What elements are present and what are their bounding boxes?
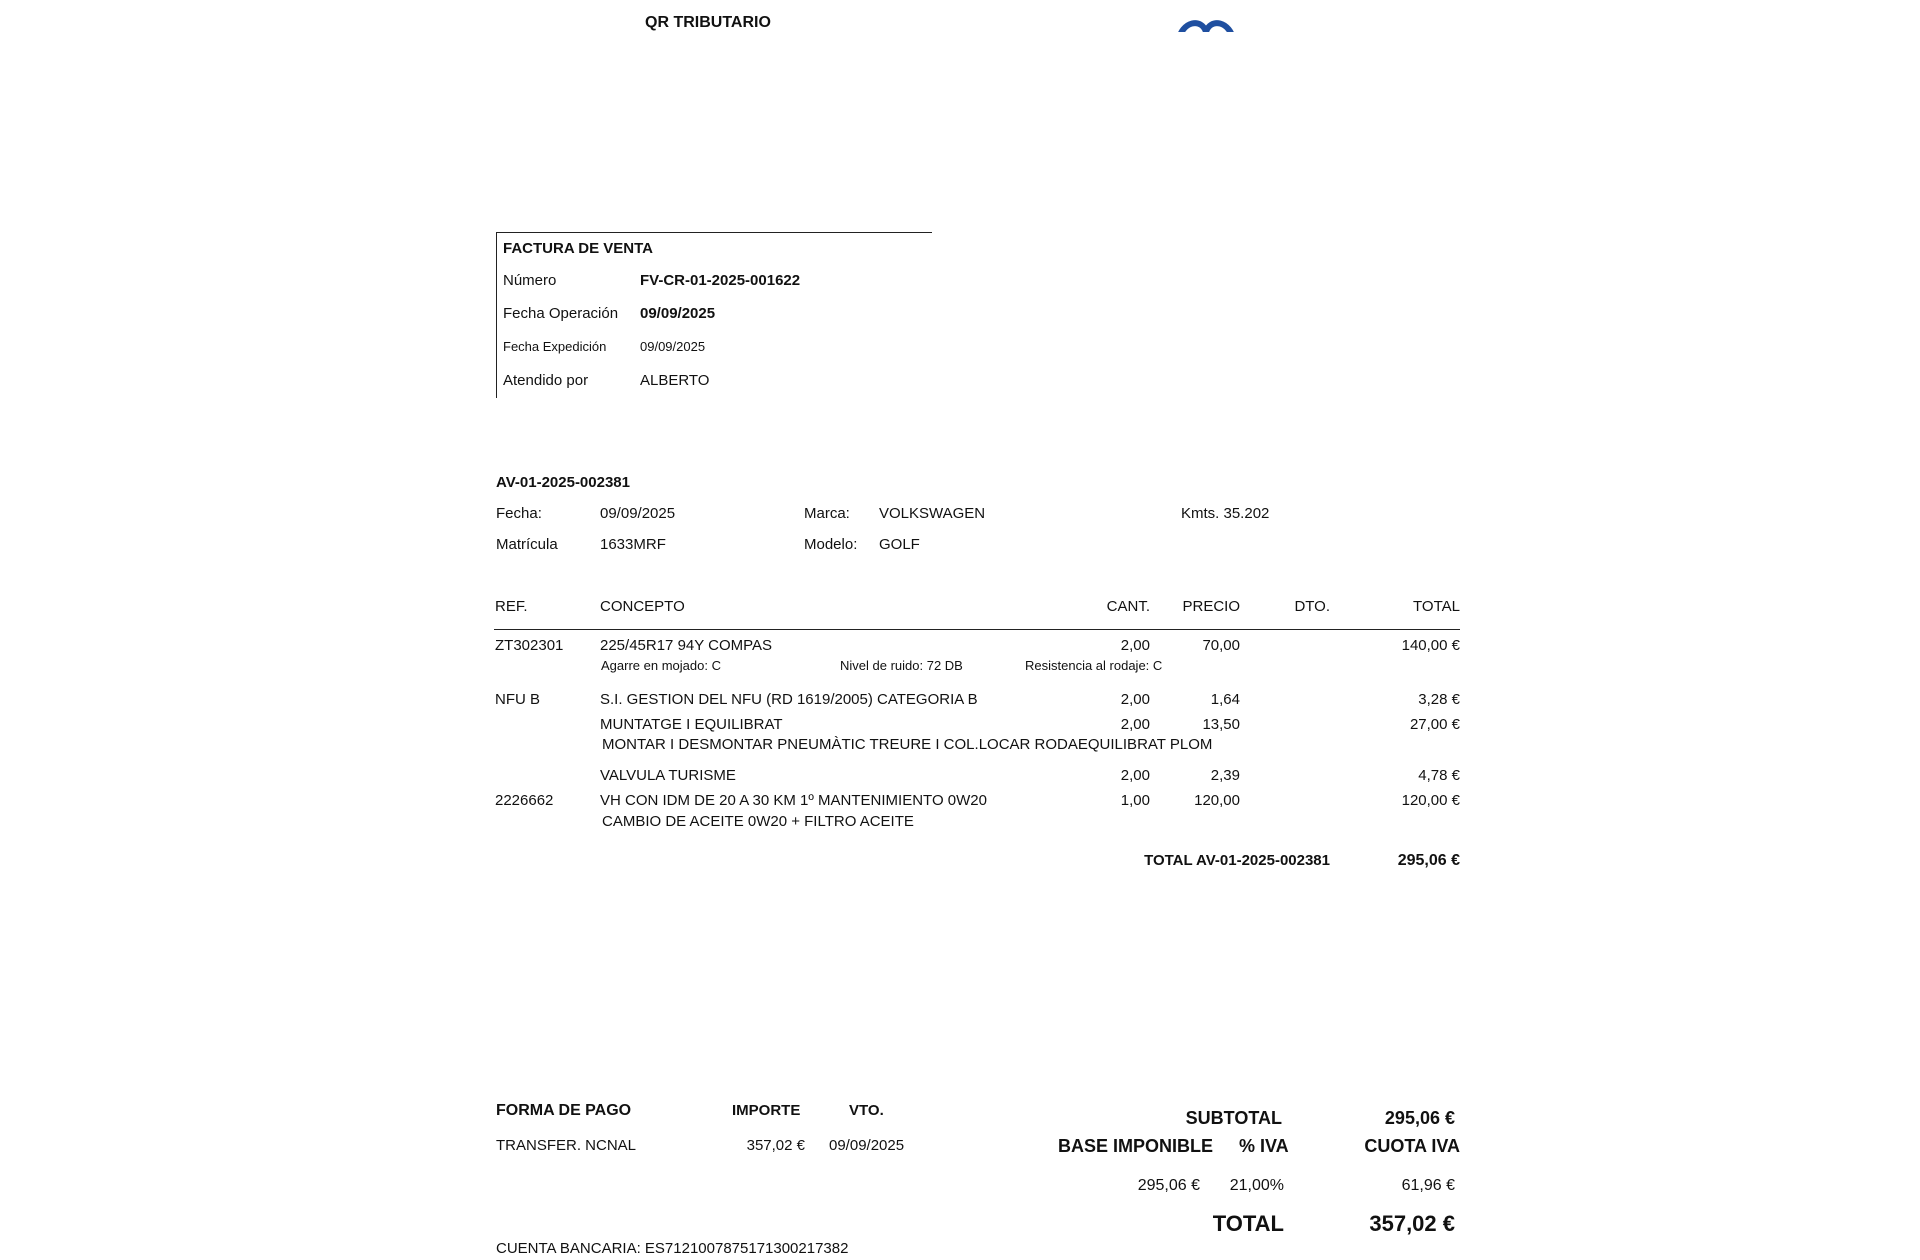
row-quantity: 1,00: [1120, 792, 1150, 809]
row-ref: ZT302301: [495, 637, 564, 654]
invoice-number-label: Número: [503, 272, 557, 289]
order-total-value: 295,06 €: [1397, 852, 1460, 869]
row-quantity: 2,00: [1120, 691, 1150, 708]
mounting-description: MONTAR I DESMONTAR PNEUMÀTIC TREURE I COL.LOCAR RODAEQUILIBRAT PLOM: [602, 736, 1213, 753]
table-header-rule: [494, 629, 1460, 630]
grand-total-value: 357,02 €: [1369, 1211, 1455, 1236]
subtotal-value: 295,06 €: [1384, 1108, 1455, 1128]
plate-label: Matrícula: [496, 536, 558, 553]
invoice-number: FV-CR-01-2025-001622: [640, 272, 801, 289]
tax-base-label: BASE IMPONIBLE: [1058, 1136, 1214, 1156]
row-total: 4,78 €: [1418, 767, 1460, 784]
payment-due-date: 09/09/2025: [829, 1137, 905, 1154]
column-header-price: PRECIO: [1182, 598, 1240, 615]
row-total: 27,00 €: [1409, 716, 1460, 733]
kilometers: Kmts. 35.202: [1181, 505, 1270, 522]
row-concept: S.I. GESTION DEL NFU (RD 1619/2005) CATEGORIA B: [600, 691, 978, 708]
maintenance-description: CAMBIO DE ACEITE 0W20 + FILTRO ACEITE: [602, 813, 914, 830]
column-header-ref: REF.: [495, 598, 528, 615]
row-price: 70,00: [1202, 637, 1240, 654]
vat-rate-label: % IVA: [1239, 1136, 1289, 1156]
row-concept: VH CON IDM DE 20 A 30 KM 1º MANTENIMIENTO 0W20: [600, 792, 987, 809]
tyre-noise-level: Nivel de ruido: 72 DB: [840, 658, 963, 673]
order-total-label: TOTAL AV-01-2025-002381: [1144, 852, 1330, 869]
row-ref: 2226662: [495, 792, 554, 809]
row-quantity: 2,00: [1120, 716, 1150, 733]
attended-by: ALBERTO: [640, 372, 710, 389]
column-header-total: TOTAL: [1413, 598, 1460, 615]
payment-amount-header: IMPORTE: [732, 1102, 801, 1119]
subtotal-label: SUBTOTAL: [1185, 1108, 1282, 1128]
invoice-title: FACTURA DE VENTA: [503, 240, 653, 257]
order-reference: AV-01-2025-002381: [496, 474, 630, 491]
plate-value: 1633MRF: [600, 536, 666, 553]
payment-amount: 357,02 €: [746, 1137, 805, 1154]
row-price: 2,39: [1210, 767, 1240, 784]
row-price: 13,50: [1202, 716, 1240, 733]
payment-method-header: FORMA DE PAGO: [496, 1102, 632, 1119]
tax-base-value: 295,06 €: [1137, 1177, 1200, 1194]
issue-date-label: Fecha Expedición: [503, 339, 607, 354]
brand-value: VOLKSWAGEN: [879, 505, 986, 522]
model-label: Modelo:: [804, 536, 858, 553]
issue-date: 09/09/2025: [640, 339, 706, 354]
qr-tributario-label: QR TRIBUTARIO: [645, 14, 771, 31]
company-logo-icon: [1174, 14, 1238, 32]
order-date: 09/09/2025: [600, 505, 676, 522]
attended-by-label: Atendido por: [503, 372, 589, 389]
bank-account: CUENTA BANCARIA: ES7121007875171300217382: [496, 1240, 849, 1257]
column-header-quantity: CANT.: [1106, 598, 1150, 615]
brand-label: Marca:: [804, 505, 850, 522]
row-total: 120,00 €: [1401, 792, 1460, 809]
tyre-rolling-resistance: Resistencia al rodaje: C: [1025, 658, 1163, 673]
column-header-concept: CONCEPTO: [600, 598, 685, 615]
vat-amount-value: 61,96 €: [1401, 1177, 1455, 1194]
model-value: GOLF: [879, 536, 920, 553]
row-total: 140,00 €: [1401, 637, 1460, 654]
column-header-discount: DTO.: [1294, 598, 1330, 615]
row-concept: MUNTATGE I EQUILIBRAT: [600, 716, 783, 733]
row-concept: 225/45R17 94Y COMPAS: [600, 637, 773, 654]
vat-rate-value: 21,00%: [1229, 1177, 1284, 1194]
row-quantity: 2,00: [1120, 767, 1150, 784]
row-price: 120,00: [1194, 792, 1240, 809]
vat-amount-label: CUOTA IVA: [1364, 1136, 1460, 1156]
operation-date-label: Fecha Operación: [503, 305, 619, 322]
row-concept: VALVULA TURISME: [600, 767, 736, 784]
row-quantity: 2,00: [1120, 637, 1150, 654]
grand-total-label: TOTAL: [1212, 1211, 1284, 1236]
payment-method: TRANSFER. NCNAL: [496, 1137, 637, 1154]
payment-due-header: VTO.: [849, 1102, 884, 1119]
row-ref: NFU B: [495, 691, 540, 708]
row-price: 1,64: [1210, 691, 1240, 708]
row-total: 3,28 €: [1418, 691, 1460, 708]
operation-date: 09/09/2025: [640, 305, 716, 322]
order-date-label: Fecha:: [496, 505, 542, 522]
tyre-wet-grip: Agarre en mojado: C: [601, 658, 721, 673]
